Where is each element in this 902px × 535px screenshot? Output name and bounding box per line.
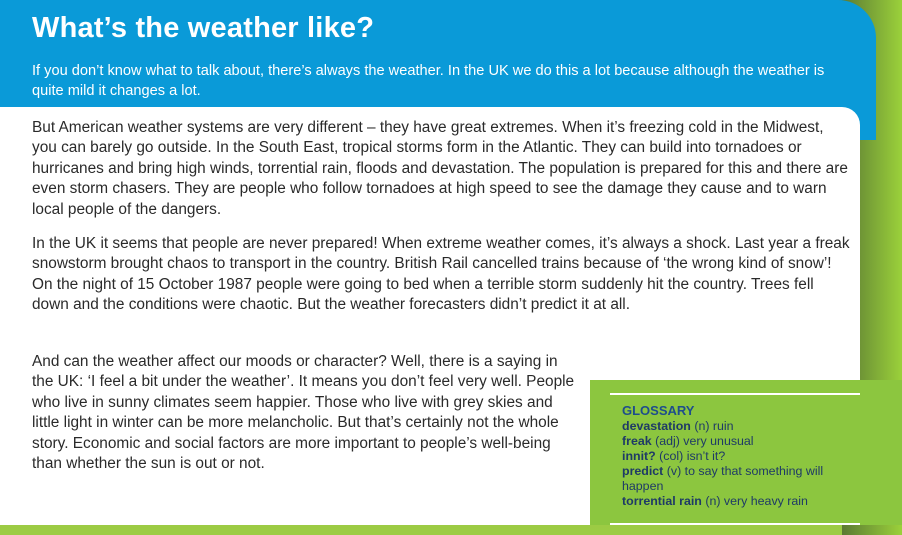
glossary-term: innit? xyxy=(622,449,656,463)
glossary-definition: (n) ruin xyxy=(694,419,734,433)
glossary-term: freak xyxy=(622,434,652,448)
glossary xyxy=(610,393,860,525)
glossary-definition: (adj) very unusual xyxy=(655,434,754,448)
glossary-entry xyxy=(622,494,860,509)
glossary-entry xyxy=(622,434,860,449)
glossary-term: predict xyxy=(622,464,664,478)
glossary-term: devastation xyxy=(622,419,691,433)
glossary-term: torrential rain xyxy=(622,494,702,508)
glossary-entry xyxy=(622,449,860,464)
article-paragraph-1: But American weather systems are very different – they have great extremes. When it’s freezing cold in the Midwest, you can barely go outside. In the South East, tropical storms form in the Atlantic. They can build into tornadoes or hurricanes and bring high winds, torrential rain, floods and devastation. The population is prepared for this and there are even storm chasers. They are people who follow tornadoes at high speed to see the damage they cause and to warn local people of the dangers. xyxy=(32,119,848,218)
glossary-entry xyxy=(622,464,860,494)
glossary-definition: (v) to say that something will happen xyxy=(622,464,824,493)
glossary-title: GLOSSARY xyxy=(622,403,695,418)
article-paragraph-2: In the UK it seems that people are never prepared! When extreme weather comes, it’s always a shock. Last year a freak snowstorm brought chaos to transport in the country. British Rail cancelled trains because of ‘the wrong kind of snow’! On the night of 15 October 1987 people were going to bed when a terrible storm suddenly hit the country. Trees fell down and the conditions were chaotic. But the weather forecasters didn’t predict it at all. xyxy=(32,235,850,314)
glossary-definition: (n) very heavy rain xyxy=(705,494,808,508)
article-paragraph-3: And can the weather affect our moods or character? Well, there is a saying in the UK: ‘I feel a bit under the weather’. It means you don’t feel very well. People who live in sunny climates seem happier. Those who live with grey skies and little light in winter can be more melancholic. But that’s certainly not the whole story. Economic and social factors are more important to people’s well-being than whether the sun is out or not. xyxy=(32,353,575,473)
glossary-entry xyxy=(622,419,860,434)
page-title: What’s the weather like? xyxy=(32,12,375,44)
glossary-definition: (col) isn’t it? xyxy=(659,449,726,463)
intro-text: If you don’t know what to talk about, there’s always the weather. In the UK we do this a lot because although the weather is quite mild it changes a lot. xyxy=(32,63,825,99)
